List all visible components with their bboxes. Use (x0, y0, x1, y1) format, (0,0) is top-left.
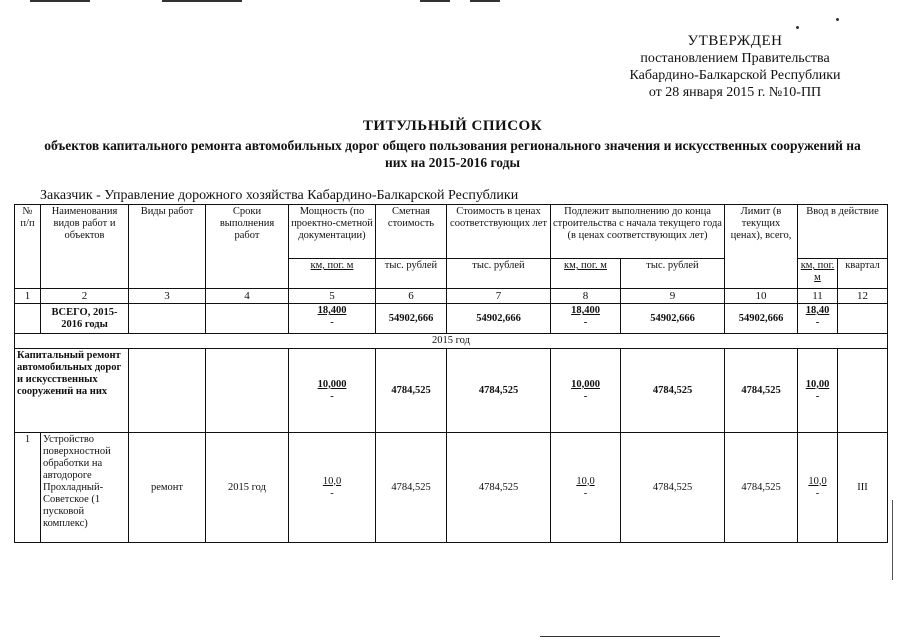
total-cost: 54902,666 (447, 304, 551, 334)
year-row (15, 334, 888, 349)
col-number: 8 (551, 289, 621, 304)
column-number-row (15, 289, 888, 304)
title-main: ТИТУЛЬНЫЙ СПИСОК (362, 118, 543, 134)
scan-dot (796, 26, 799, 29)
col-number: 4 (206, 289, 289, 304)
total-capacity: 18,400 - (289, 304, 376, 334)
unit-capacity: км, пог. м (289, 259, 376, 289)
row-works: ремонт (129, 433, 206, 543)
section-estimate: 4784,525 (376, 349, 447, 433)
unit-cost: тыс. рублей (447, 259, 551, 289)
header-cost: Стоимость в ценах соответствующих лет (447, 205, 551, 259)
header-subject: Подлежит выполнению до конца строительства с начала текущего года (в ценах соответствующих лет) (551, 205, 725, 259)
total-subject-rub: 54902,666 (621, 304, 725, 334)
header-limit: Лимит (в текущих ценах), всего, (725, 205, 798, 289)
row-cost: 4784,525 (447, 433, 551, 543)
section-capacity: 10,000 - (289, 349, 376, 433)
section-subject-rub: 4784,525 (621, 349, 725, 433)
empty-cell (129, 304, 206, 334)
empty-cell (15, 304, 41, 334)
total-row (15, 304, 888, 334)
section-label: Капитальный ремонт автомобильных дорог и искусственных сооружений на них (15, 349, 129, 433)
title-subtitle: объектов капитального ремонта автомобильных дорог общего пользования регионального значения и искусственных сооружений на них на 2015-2016 годы (44, 138, 861, 170)
section-row (15, 349, 888, 433)
row-capacity: 10,0 - (289, 433, 376, 543)
row-terms: 2015 год (206, 433, 289, 543)
header-row (15, 205, 888, 259)
col-number: 3 (129, 289, 206, 304)
document-title (0, 118, 905, 171)
col-number: 11 (798, 289, 838, 304)
unit-estimate: тыс. рублей (376, 259, 447, 289)
total-estimate: 54902,666 (376, 304, 447, 334)
empty-cell (206, 304, 289, 334)
header-works: Виды работ (129, 205, 206, 289)
approval-heading: УТВЕРЖДЕН (687, 33, 783, 49)
row-estimate: 4784,525 (376, 433, 447, 543)
scan-bottom-line (540, 636, 720, 637)
total-label: ВСЕГО, 2015-2016 годы (41, 304, 129, 334)
section-subject-km: 10,000 - (551, 349, 621, 433)
approval-block (600, 33, 870, 101)
approval-line: от 28 января 2015 г. №10-ПП (648, 85, 822, 100)
section-limit: 4784,525 (725, 349, 798, 433)
col-number: 10 (725, 289, 798, 304)
unit-subject-km: км, пог. м (551, 259, 621, 289)
empty-cell (838, 304, 888, 334)
row-quarter: III (838, 433, 888, 543)
total-subject-km: 18,400 - (551, 304, 621, 334)
row-commission-km: 10,0 - (798, 433, 838, 543)
customer-line: Заказчик - Управление дорожного хозяйства Кабардино-Балкарской Республики (40, 188, 519, 203)
section-cost: 4784,525 (447, 349, 551, 433)
scan-dot (836, 18, 839, 21)
unit-commission-km: км, пог. м (798, 259, 838, 289)
total-limit: 54902,666 (725, 304, 798, 334)
col-number: 5 (289, 289, 376, 304)
unit-subject-rub: тыс. рублей (621, 259, 725, 289)
empty-cell (129, 349, 206, 433)
col-number: 1 (15, 289, 41, 304)
empty-cell (206, 349, 289, 433)
col-number: 6 (376, 289, 447, 304)
row-limit: 4784,525 (725, 433, 798, 543)
col-number: 7 (447, 289, 551, 304)
col-number: 2 (41, 289, 129, 304)
section-commission-km: 10,00 - (798, 349, 838, 433)
header-estimate: Сметная стоимость (376, 205, 447, 259)
total-commission-km: 18,40 - (798, 304, 838, 334)
unit-commission-quarter: квартал (838, 259, 888, 289)
header-terms: Сроки выполнения работ (206, 205, 289, 289)
row-subject-rub: 4784,525 (621, 433, 725, 543)
top-scan-marks (0, 0, 905, 8)
approval-line: постановлением Правительства (640, 51, 830, 66)
col-number: 9 (621, 289, 725, 304)
scan-edge-line (892, 500, 893, 580)
row-name: Устройство поверхностной обработки на автодороге Прохладный-Советское (1 пусковой комплекс) (41, 433, 129, 543)
col-number: 12 (838, 289, 888, 304)
title-list-table (14, 204, 888, 543)
header-num: № п/п (15, 205, 41, 289)
table-row (15, 433, 888, 543)
header-name: Наименования видов работ и объектов (41, 205, 129, 289)
header-capacity: Мощность (по проектно-сметной документации) (289, 205, 376, 259)
approval-line: Кабардино-Балкарской Республики (629, 68, 841, 83)
header-commission: Ввод в действие (798, 205, 888, 259)
year-label: 2015 год (15, 334, 888, 349)
row-subject-km: 10,0 - (551, 433, 621, 543)
empty-cell (838, 349, 888, 433)
row-num: 1 (15, 433, 41, 543)
